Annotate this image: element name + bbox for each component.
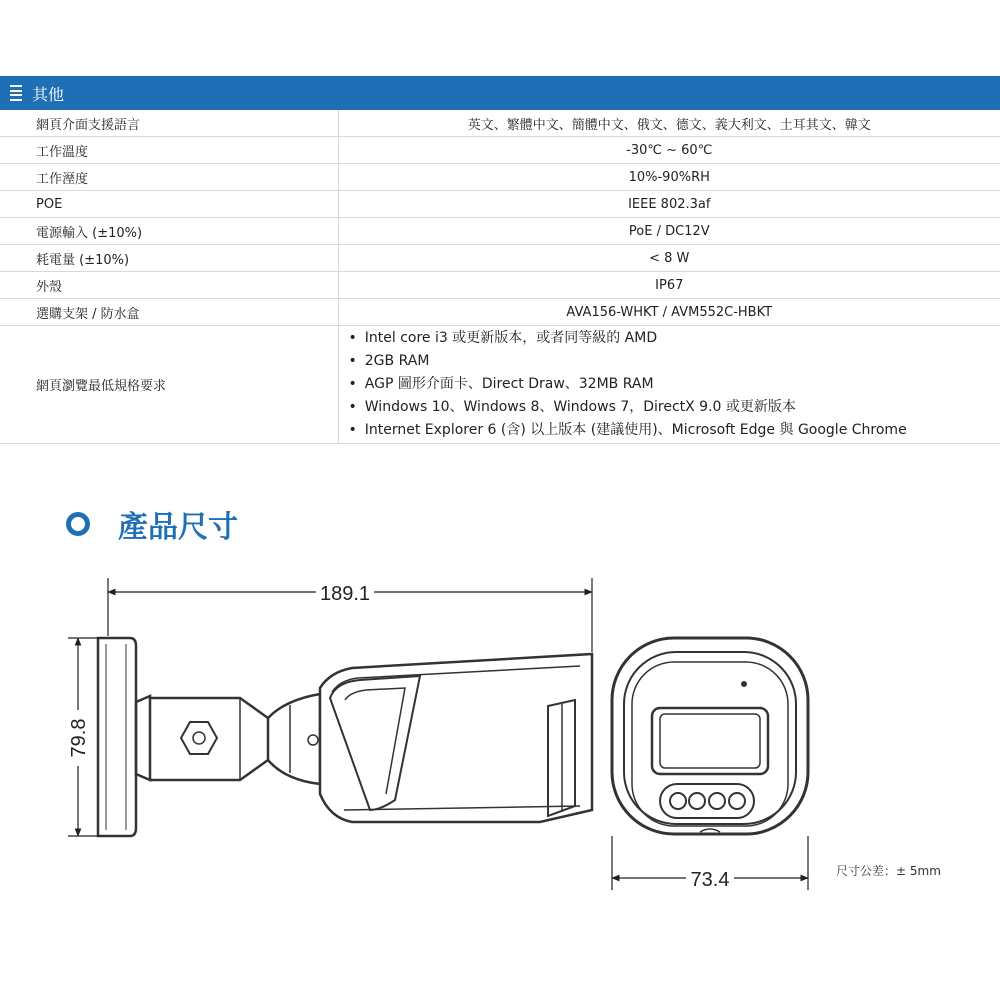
- section-header-title: 其他: [32, 84, 65, 104]
- spec-value: IEEE 802.3af: [338, 191, 1000, 218]
- spec-key: 選購支架 / 防水盒: [0, 299, 338, 326]
- list-item: • Intel core i3 或更新版本，或者同等級的 AMD: [349, 327, 1000, 350]
- spec-key: 電源輸入 (±10%): [0, 218, 338, 245]
- section-title-text: 產品尺寸: [118, 510, 238, 545]
- dimension-height-label: 79.8: [68, 718, 90, 758]
- spec-key: 網頁瀏覽最低規格要求: [0, 326, 338, 444]
- dimension-width-label: 73.4: [690, 869, 730, 891]
- list-item: • Windows 10、Windows 8、Windows 7，DirectX 9.0 或更新版本: [349, 396, 1000, 419]
- requirements-list: [339, 327, 1000, 442]
- table-row: [0, 245, 1000, 272]
- section-title: [66, 502, 238, 546]
- spec-key: 網頁介面支援語言: [0, 110, 338, 137]
- spec-key: 外殼: [0, 272, 338, 299]
- list-icon: [10, 85, 22, 101]
- table-row: [0, 164, 1000, 191]
- tolerance-note: 尺寸公差：± 5mm: [836, 864, 941, 878]
- spec-value: [338, 326, 1000, 444]
- table-row: [0, 110, 1000, 137]
- spec-value: 10%-90%RH: [338, 164, 1000, 191]
- dimension-drawing: [0, 560, 1000, 900]
- table-row: [0, 272, 1000, 299]
- list-item: • 2GB RAM: [349, 350, 1000, 373]
- bullet-ring-icon: [66, 512, 90, 536]
- camera-side-view: [98, 638, 592, 836]
- spec-value: IP67: [338, 272, 1000, 299]
- spec-value: 英文、繁體中文、簡體中文、俄文、德文、義大利文、土耳其文、韓文: [338, 110, 1000, 137]
- table-row: [0, 326, 1000, 444]
- section-header: [0, 76, 1000, 110]
- spec-key: 工作溼度: [0, 164, 338, 191]
- spec-key: 耗電量 (±10%): [0, 245, 338, 272]
- camera-front-view: [612, 638, 808, 834]
- table-row: [0, 137, 1000, 164]
- list-item: • AGP 圖形介面卡、Direct Draw、32MB RAM: [349, 373, 1000, 396]
- spec-key: 工作溫度: [0, 137, 338, 164]
- table-row: [0, 218, 1000, 245]
- spec-value: -30℃ ~ 60℃: [338, 137, 1000, 164]
- table-row: [0, 191, 1000, 218]
- dimension-length-label: 189.1: [319, 583, 371, 605]
- spec-value: PoE / DC12V: [338, 218, 1000, 245]
- spec-key: POE: [0, 191, 338, 218]
- spec-value: < 8 W: [338, 245, 1000, 272]
- spec-table: [0, 110, 1000, 444]
- table-row: [0, 299, 1000, 326]
- list-item: • Internet Explorer 6 (含) 以上版本 (建議使用)、Microsoft Edge 與 Google Chrome: [349, 419, 1000, 442]
- spec-value: AVA156-WHKT / AVM552C-HBKT: [338, 299, 1000, 326]
